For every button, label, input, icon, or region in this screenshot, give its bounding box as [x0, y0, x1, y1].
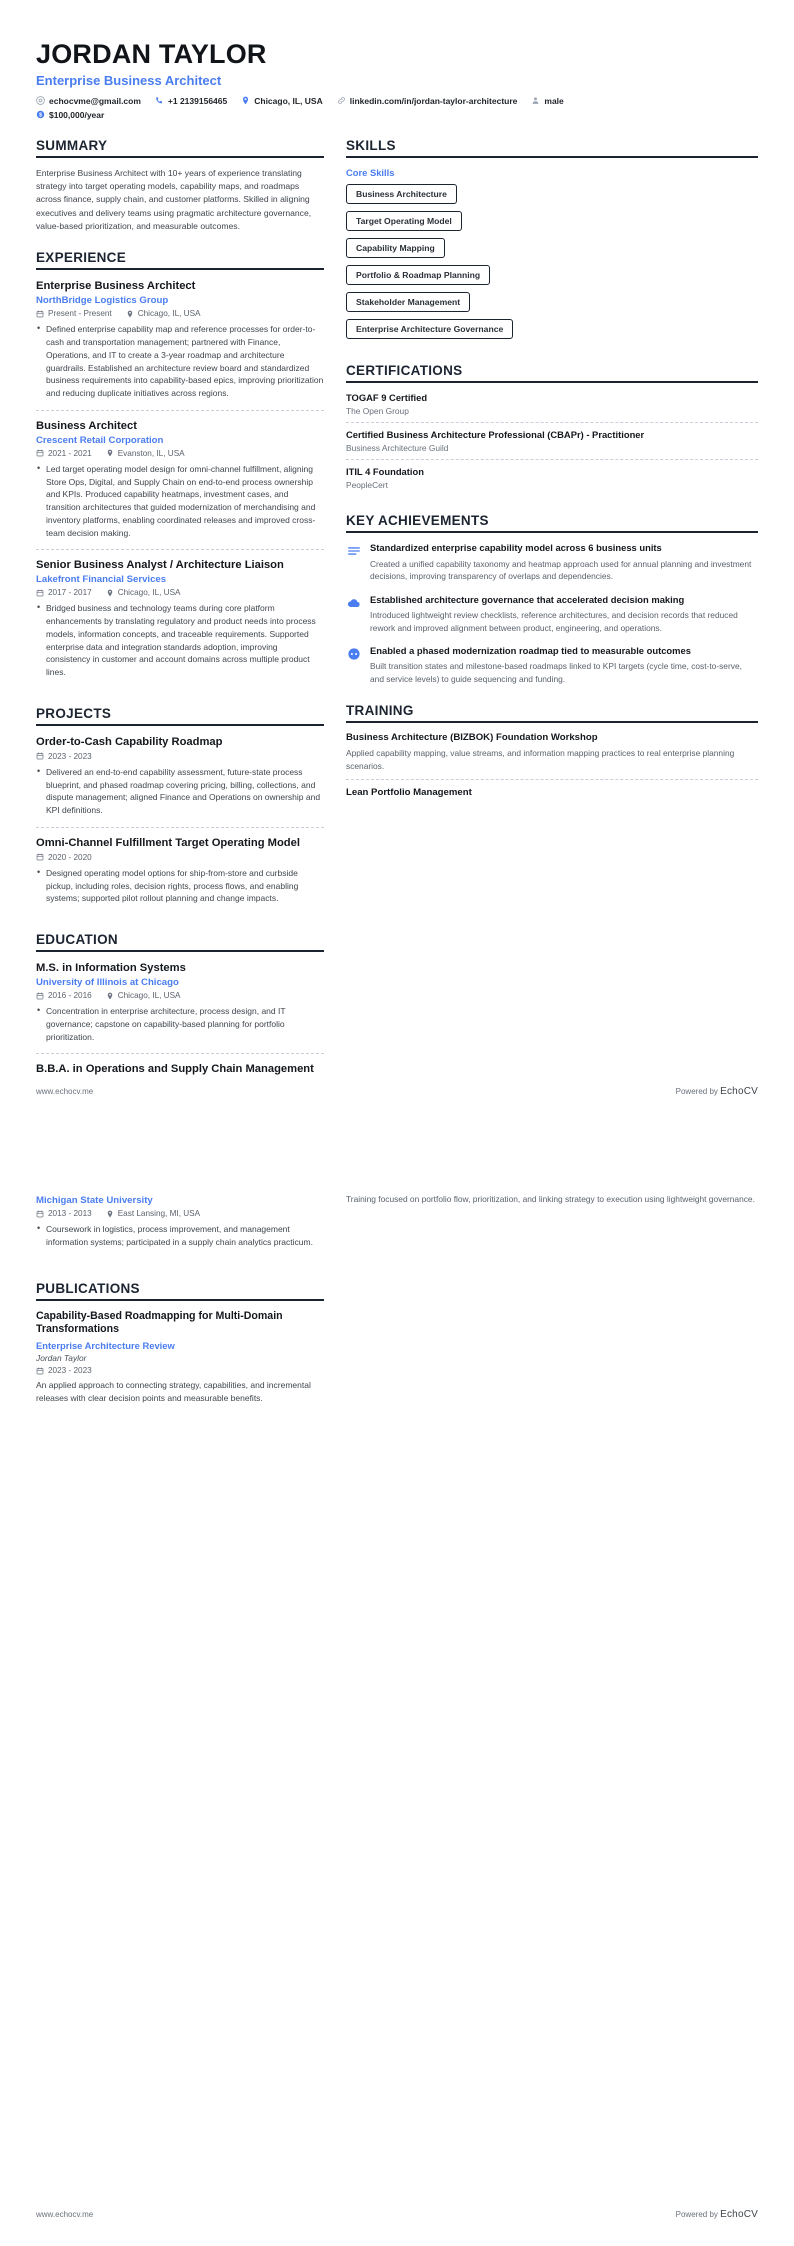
education-bullet: • Concentration in enterprise architecture, process design, and IT governance; capstone on capability-based planning for portfolio prioritization. — [36, 1005, 324, 1043]
experience-meta — [36, 588, 324, 597]
education-dates-chunk — [36, 991, 92, 1000]
footer-brand — [676, 1086, 758, 1097]
contact-location — [241, 96, 322, 106]
page-footer — [36, 2209, 758, 2220]
contact-gender-text: male — [544, 95, 564, 106]
skills-group-label: Core Skills — [346, 166, 395, 178]
contact-row — [36, 96, 758, 120]
publication-name: Capability-Based Roadmapping for Multi-Domain Transformations — [36, 1309, 283, 1336]
certification-issuer: Business Architecture Guild — [346, 443, 449, 454]
body-columns-page2 — [36, 1193, 758, 1413]
experience-role: Senior Business Analyst / Architecture Liaison — [36, 559, 284, 572]
certification-item — [346, 459, 758, 496]
achievement-title: Enabled a phased modernization roadmap tied to measurable outcomes — [370, 645, 691, 657]
publication-item — [36, 1310, 324, 1413]
contact-email[interactable] — [36, 96, 141, 106]
location-icon — [106, 449, 114, 457]
achievement-title: Standardized enterprise capability model across 6 business units — [370, 542, 662, 554]
summary-text: Enterprise Business Architect with 10+ years of experience translating strategy into target operating models, capability maps, and roadmaps across finance, supply chain, and customer platforms. Skilled in aligning executives and delivery teams using pragmatic architecture governance, value-based prioritization, and measurable outcomes. — [36, 167, 312, 231]
certification-issuer: PeopleCert — [346, 480, 388, 491]
training-description: Training focused on portfolio flow, prioritization, and linking strategy to execution using lightweight governance. — [346, 1194, 755, 1204]
calendar-icon — [36, 1367, 44, 1375]
projects-section-title: PROJECTS — [36, 706, 324, 726]
experience-location-chunk — [106, 449, 185, 458]
education-location: East Lansing, MI, USA — [117, 1209, 201, 1218]
project-name: Order-to-Cash Capability Roadmap — [36, 735, 223, 748]
page-footer — [36, 1086, 758, 1097]
section-education — [36, 932, 324, 1084]
publication-meta — [36, 1366, 324, 1375]
experience-entry — [36, 410, 324, 550]
skill-pill[interactable]: Enterprise Architecture Governance — [346, 319, 513, 339]
project-dates: 2020 - 2020 — [48, 852, 92, 862]
publication-dates: 2023 - 2023 — [48, 1366, 92, 1376]
person-icon — [531, 96, 540, 105]
contact-linkedin[interactable] — [337, 96, 518, 106]
section-key-achievements — [346, 513, 758, 685]
experience-bullets — [36, 602, 324, 679]
project-meta — [36, 853, 324, 862]
phone-icon — [155, 96, 164, 105]
experience-location: Evanston, IL, USA — [117, 448, 185, 458]
skills-section-title: SKILLS — [346, 138, 758, 158]
candidate-headline: Enterprise Business Architect — [36, 72, 222, 88]
location-icon — [106, 589, 114, 597]
footer-site[interactable]: www.echocv.me — [36, 2210, 94, 2219]
experience-dates: 2021 - 2021 — [48, 448, 92, 458]
salary-icon — [36, 110, 45, 119]
publication-dates-chunk — [36, 1366, 92, 1375]
certification-name: TOGAF 9 Certified — [346, 391, 428, 403]
contact-gender — [531, 96, 563, 106]
experience-bullets — [36, 463, 324, 540]
footer-brand — [676, 2209, 758, 2220]
training-section-title: TRAINING — [346, 703, 758, 723]
calendar-icon — [36, 310, 44, 318]
publication-description: An applied approach to connecting strategy, capabilities, and incremental releases with clear decision points and measurable benefits. — [36, 1380, 311, 1403]
skill-pill[interactable]: Target Operating Model — [346, 211, 462, 231]
contact-email-text: echocvme@gmail.com — [49, 95, 141, 106]
calendar-icon — [36, 1210, 44, 1218]
calendar-icon — [36, 992, 44, 1000]
experience-bullet: • Led target operating model design for omni-channel fulfillment, aligning Store Ops, Digital, and Supply Chain on end-to-end process ownership and KPIs. Produced capability heatmaps, investment cases, and transition architectures that guided modernization of merchandising and inventory platforms, enabling coordinated releases and improved cross-team decision making. — [36, 463, 324, 540]
experience-dates-chunk — [36, 449, 92, 458]
experience-location: Chicago, IL, USA — [117, 588, 181, 598]
list-lines-icon — [346, 543, 362, 559]
experience-role: Enterprise Business Architect — [36, 280, 196, 293]
footer-powered-prefix: Powered by — [675, 1087, 721, 1096]
education-section-title: EDUCATION — [36, 932, 324, 952]
calendar-icon — [36, 853, 44, 861]
experience-meta — [36, 309, 324, 318]
education-meta — [36, 1209, 324, 1218]
education-location-chunk — [106, 991, 181, 1000]
skill-pill[interactable]: Portfolio & Roadmap Planning — [346, 265, 490, 285]
education-entry — [36, 961, 324, 1053]
publication-author: Jordan Taylor — [36, 1353, 87, 1364]
link-icon — [337, 96, 346, 105]
footer-brand-name: EchoCV — [720, 1086, 758, 1097]
achievement-description: Built transition states and milestone-based roadmaps linked to KPI targets (cycle time, cost-to-serve, and service levels) to guide sequencing and funding. — [370, 661, 742, 685]
education-meta — [36, 991, 324, 1000]
contact-location-text: Chicago, IL, USA — [254, 95, 323, 106]
svg-text:$: $ — [39, 112, 42, 119]
location-icon — [241, 96, 250, 105]
certification-name: ITIL 4 Foundation — [346, 466, 424, 478]
section-training — [346, 703, 758, 807]
project-bullets — [36, 766, 324, 817]
skill-pill[interactable]: Stakeholder Management — [346, 292, 470, 312]
contact-phone[interactable] — [155, 96, 227, 106]
location-icon — [106, 1210, 114, 1218]
resume-header — [36, 40, 758, 120]
education-bullets — [36, 1223, 324, 1249]
training-name: Lean Portfolio Management — [346, 787, 472, 799]
experience-role: Business Architect — [36, 419, 137, 432]
training-description: Applied capability mapping, value streams, and information mapping practices to real enterprise planning scenarios. — [346, 748, 735, 771]
achievement-item — [346, 542, 758, 582]
education-school[interactable]: University of Illinois at Chicago — [36, 977, 179, 988]
experience-dates-chunk — [36, 588, 92, 597]
project-entry — [36, 735, 324, 827]
experience-org[interactable]: NorthBridge Logistics Group — [36, 295, 169, 307]
education-bullet: • Coursework in logistics, process improvement, and management information systems; participated in a supply chain analytics practicum. — [36, 1223, 324, 1249]
experience-location-chunk — [126, 309, 201, 318]
education-dates: 2016 - 2016 — [48, 991, 92, 1000]
experience-org[interactable]: Lakefront Financial Services — [36, 574, 167, 586]
experience-entry — [36, 549, 324, 689]
experience-org[interactable]: Crescent Retail Corporation — [36, 434, 164, 446]
calendar-icon — [36, 589, 44, 597]
project-name: Omni-Channel Fulfillment Target Operating Model — [36, 836, 300, 849]
education-degree: B.B.A. in Operations and Supply Chain Management — [36, 1063, 314, 1076]
footer-site[interactable]: www.echocv.me — [36, 1087, 94, 1096]
experience-section-title: EXPERIENCE — [36, 250, 324, 270]
left-column-page2 — [36, 1193, 324, 1413]
experience-bullets — [36, 323, 324, 400]
skill-pill[interactable]: Capability Mapping — [346, 238, 445, 258]
project-bullets — [36, 867, 324, 905]
achievement-item — [346, 645, 758, 685]
education-continued — [36, 1195, 324, 1259]
skills-list — [346, 184, 758, 346]
skill-pill[interactable]: Business Architecture — [346, 184, 457, 204]
publications-section-title: PUBLICATIONS — [36, 1281, 324, 1301]
section-certifications — [346, 363, 758, 497]
education-degree: M.S. in Information Systems — [36, 962, 186, 974]
experience-dates-chunk — [36, 309, 112, 318]
training-name: Business Architecture (BIZBOK) Foundation Workshop — [346, 731, 598, 743]
footer-brand-name: EchoCV — [720, 2209, 758, 2220]
certification-name: Certified Business Architecture Professional (CBAPr) - Practitioner — [346, 428, 645, 440]
section-projects — [36, 706, 324, 915]
experience-meta — [36, 449, 324, 458]
experience-dates: Present - Present — [48, 309, 112, 319]
contact-phone-text: +1 2139156465 — [167, 95, 228, 106]
experience-entry — [36, 279, 324, 410]
certification-item — [346, 422, 758, 459]
cloud-icon — [346, 595, 362, 611]
experience-bullet: • Bridged business and technology teams during core platform enhancements by translating regulatory and product needs into process models, information concepts, and traceable requirements. Supported enterprise data and integration standards adoption, improving consistency in customer and account domains across multiple product lines. — [36, 602, 324, 679]
education-school[interactable]: Michigan State University — [36, 1195, 153, 1206]
training-item — [346, 732, 758, 780]
project-dates: 2023 - 2023 — [48, 751, 92, 761]
achievement-item — [346, 594, 758, 634]
candidate-name: JORDAN TAYLOR — [36, 39, 267, 69]
summary-section-title: SUMMARY — [36, 138, 324, 158]
resume-page-2 — [0, 1123, 794, 2246]
location-icon — [126, 310, 134, 318]
education-dates: 2013 - 2013 — [48, 1209, 92, 1218]
training-item — [346, 779, 758, 806]
contact-linkedin-text: linkedin.com/in/jordan-taylor-architecture — [349, 95, 518, 106]
education-entry — [36, 1053, 324, 1084]
experience-dates: 2017 - 2017 — [48, 588, 92, 598]
calendar-icon — [36, 752, 44, 760]
right-column-page2 — [346, 1193, 758, 1206]
project-bullet: • Delivered an end-to-end capability assessment, future-state process blueprint, and phased roadmap covering pricing, billing, collections, and dispute management; aligned Finance and Operations on ownership and KPI definitions. — [36, 766, 324, 817]
achievement-description: Created a unified capability taxonomy and heatmap approach used for annual planning and investment decisions, improving transparency of overlaps and dependencies. — [370, 558, 752, 582]
certification-issuer: The Open Group — [346, 405, 409, 416]
education-location: Chicago, IL, USA — [117, 991, 181, 1000]
education-bullets — [36, 1005, 324, 1043]
publication-venue[interactable]: Enterprise Architecture Review — [36, 1340, 175, 1352]
contact-salary — [36, 110, 758, 120]
project-dates-chunk — [36, 752, 92, 761]
body-columns — [36, 138, 758, 1085]
contact-salary-text: $100,000/year — [49, 109, 105, 120]
calendar-icon — [36, 449, 44, 457]
experience-location: Chicago, IL, USA — [137, 309, 201, 319]
achievements-section-title: KEY ACHIEVEMENTS — [346, 513, 758, 533]
email-icon — [36, 96, 45, 105]
section-skills — [346, 138, 758, 346]
section-publications — [36, 1281, 324, 1413]
certification-item — [346, 392, 758, 422]
section-summary — [36, 138, 324, 234]
education-dates-chunk — [36, 1209, 92, 1218]
training-continued — [346, 1193, 758, 1206]
footer-powered-prefix: Powered by — [675, 2210, 721, 2219]
section-experience — [36, 250, 324, 689]
project-dates-chunk — [36, 853, 92, 862]
right-column — [346, 138, 758, 807]
achievement-title: Established architecture governance that accelerated decision making — [370, 593, 685, 605]
experience-bullet: • Defined enterprise capability map and reference processes for order-to-cash and transportation management; partnered with Finance, Operations, and IT to create a 3-year roadmap and architecture guardrails. Established an architecture review board and standardized business requirements into capability-based epics, improving prioritization and reducing duplicate initiatives across regions. — [36, 323, 324, 400]
project-bullet: • Designed operating model options for ship-from-store and curbside pickup, including roles, decision rights, process flows, and enabling systems; supported pilot rollout planning and change impacts. — [36, 867, 324, 905]
education-location-chunk — [106, 1209, 200, 1218]
project-entry — [36, 827, 324, 915]
education-entry — [36, 1195, 324, 1259]
project-meta — [36, 752, 324, 761]
experience-location-chunk — [106, 588, 181, 597]
location-icon — [106, 992, 114, 1000]
achievement-description: Introduced lightweight review checklists, reference architectures, and decision records that reduced rework and improved alignment between product, engineering, and operations. — [370, 610, 738, 633]
certifications-section-title: CERTIFICATIONS — [346, 363, 758, 383]
target-icon — [346, 646, 362, 662]
left-column — [36, 138, 324, 1085]
